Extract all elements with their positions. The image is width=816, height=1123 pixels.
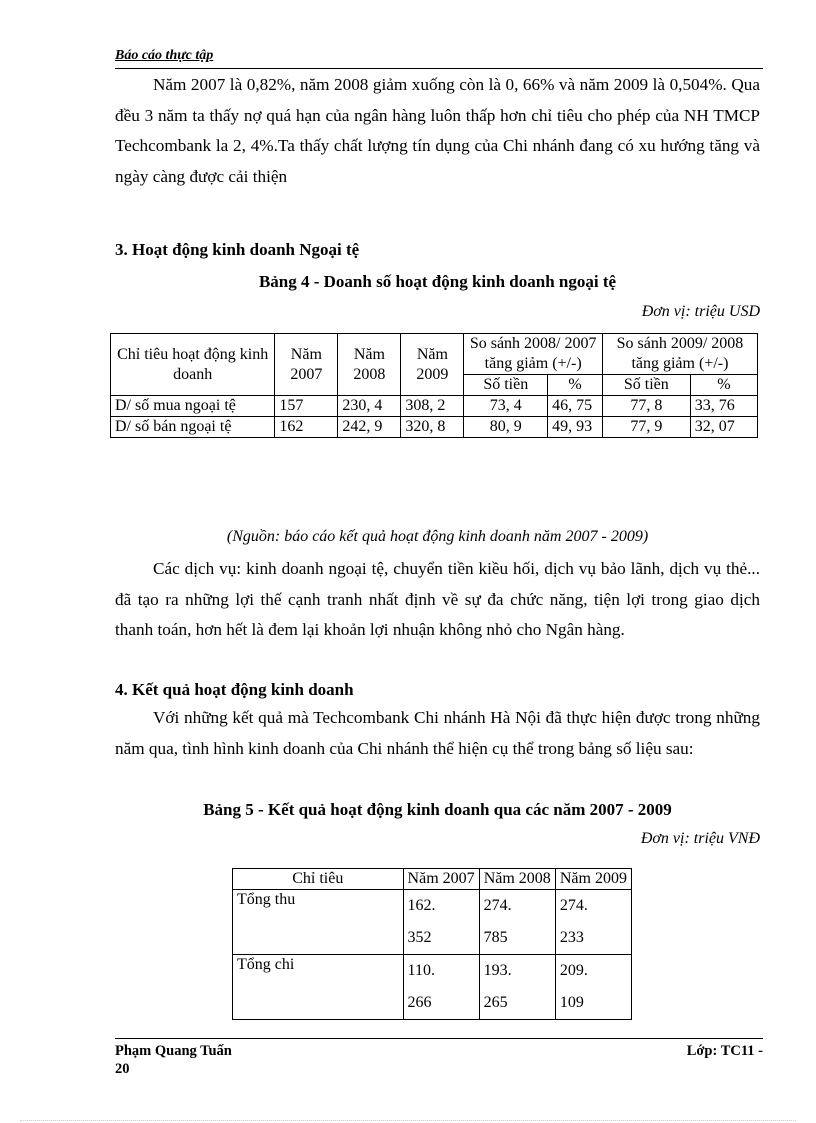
t5-header-2007: Năm 2007 bbox=[403, 869, 479, 890]
t4-header-indicator: Chỉ tiêu hoạt động kinh doanh bbox=[111, 334, 275, 396]
t4-header-compare-2008: So sánh 2008/ 2007 tăng giảm (+/-) bbox=[464, 334, 602, 375]
paragraph-results: Với những kết quả mà Techcombank Chi nhánh Hà Nội đã thực hiện được trong những năm qua, tình hình kinh doanh của Chi nhánh thể hiện cụ thể trong bảng số liệu sau: bbox=[115, 708, 760, 758]
page-header bbox=[115, 46, 763, 69]
t4-row-name: D/ số bán ngoại tệ bbox=[111, 417, 275, 438]
t4-cell: 73, 4 bbox=[464, 396, 548, 417]
table5-title: Bảng 5 - Kết quả hoạt động kinh doanh qua các năm 2007 - 2009 bbox=[203, 800, 672, 819]
table-row bbox=[233, 890, 632, 955]
paragraph-services: Các dịch vụ: kinh doanh ngoại tệ, chuyển tiền kiều hối, dịch vụ bảo lãnh, dịch vụ thẻ... đã tạo ra những lợi thế cạnh tranh nhất định về sự đa chức năng, tiện lợi trong giao dịch thanh toán, hơn hết là đem lại khoản lợi nhuận không nhỏ cho Ngân hàng. bbox=[115, 559, 760, 639]
t5-cell: 209. 109 bbox=[555, 955, 631, 1020]
table4-source: (Nguồn: báo cáo kết quả hoạt động kinh doanh năm 2007 - 2009) bbox=[226, 528, 649, 545]
t4-cell: 32, 07 bbox=[690, 417, 757, 438]
table-row bbox=[233, 955, 632, 1020]
table4-unit: Đơn vị: triệu USD bbox=[641, 303, 760, 320]
t5-cell: 274. 785 bbox=[479, 890, 555, 955]
services-paragraph-block bbox=[115, 554, 760, 646]
t5-header-indicator: Chỉ tiêu bbox=[233, 869, 404, 890]
section-heading-3: 3. Hoạt động kinh doanh Ngoại tệ bbox=[115, 240, 360, 259]
t4-cell: 80, 9 bbox=[464, 417, 548, 438]
t4-cell: 308, 2 bbox=[401, 396, 464, 417]
t5-header-2008: Năm 2008 bbox=[479, 869, 555, 890]
t5-row-name: Tổng chi bbox=[233, 955, 404, 1020]
table-business-results bbox=[232, 868, 632, 1020]
t4-cell: 46, 75 bbox=[548, 396, 603, 417]
footer-class: Lớp: TC11 - bbox=[686, 1043, 763, 1059]
t5-header-2009: Năm 2009 bbox=[555, 869, 631, 890]
footer-author: Phạm Quang Tuấn bbox=[115, 1043, 232, 1059]
t4-cell: 320, 8 bbox=[401, 417, 464, 438]
t5-cell: 162. 352 bbox=[403, 890, 479, 955]
t4-cell: 49, 93 bbox=[548, 417, 603, 438]
table-row bbox=[111, 417, 758, 438]
t4-cell: 242, 9 bbox=[338, 417, 401, 438]
page-footer bbox=[115, 1038, 763, 1077]
table-forex-turnover bbox=[110, 333, 758, 438]
intro-paragraph-block bbox=[115, 70, 760, 192]
t4-cell: 162 bbox=[275, 417, 338, 438]
footer-page-number: 20 bbox=[115, 1061, 130, 1077]
table4-title: Bảng 4 - Doanh số hoạt động kinh doanh ngoại tệ bbox=[258, 272, 617, 291]
t4-header-amount-2: Số tiền bbox=[602, 375, 690, 396]
t4-cell: 230, 4 bbox=[338, 396, 401, 417]
t4-row-name: D/ số mua ngoại tệ bbox=[111, 396, 275, 417]
t4-header-2007: Năm 2007 bbox=[275, 334, 338, 396]
t4-header-pct-1: % bbox=[548, 375, 603, 396]
table5-unit: Đơn vị: triệu VNĐ bbox=[640, 830, 760, 847]
header-title: Báo cáo thực tập bbox=[115, 48, 214, 63]
t4-header-2009: Năm 2009 bbox=[401, 334, 464, 396]
t5-cell: 193. 265 bbox=[479, 955, 555, 1020]
t4-cell: 77, 9 bbox=[602, 417, 690, 438]
t4-cell: 77, 8 bbox=[602, 396, 690, 417]
page-bottom-divider bbox=[20, 1120, 796, 1121]
t4-header-amount-1: Số tiền bbox=[464, 375, 548, 396]
t4-cell: 157 bbox=[275, 396, 338, 417]
t4-header-pct-2: % bbox=[690, 375, 757, 396]
paragraph-npl: Năm 2007 là 0,82%, năm 2008 giảm xuống còn là 0, 66% và năm 2009 là 0,504%. Qua đều 3 năm ta thấy nợ quá hạn của ngân hàng luôn thấp hơn chỉ tiêu cho phép của NH TMCP Techcombank la 2, 4%.Ta thấy chất lượng tín dụng của Chi nhánh đang có xu hướng tăng và ngày càng được cải thiện bbox=[115, 75, 760, 186]
t4-cell: 33, 76 bbox=[690, 396, 757, 417]
results-paragraph-block bbox=[115, 703, 760, 764]
table-row bbox=[111, 396, 758, 417]
t5-cell: 110. 266 bbox=[403, 955, 479, 1020]
t5-cell: 274. 233 bbox=[555, 890, 631, 955]
t4-header-2008: Năm 2008 bbox=[338, 334, 401, 396]
t5-row-name: Tổng thu bbox=[233, 890, 404, 955]
section-heading-4: 4. Kết quả hoạt động kinh doanh bbox=[115, 680, 354, 699]
t4-header-compare-2009: So sánh 2009/ 2008 tăng giảm (+/-) bbox=[602, 334, 757, 375]
